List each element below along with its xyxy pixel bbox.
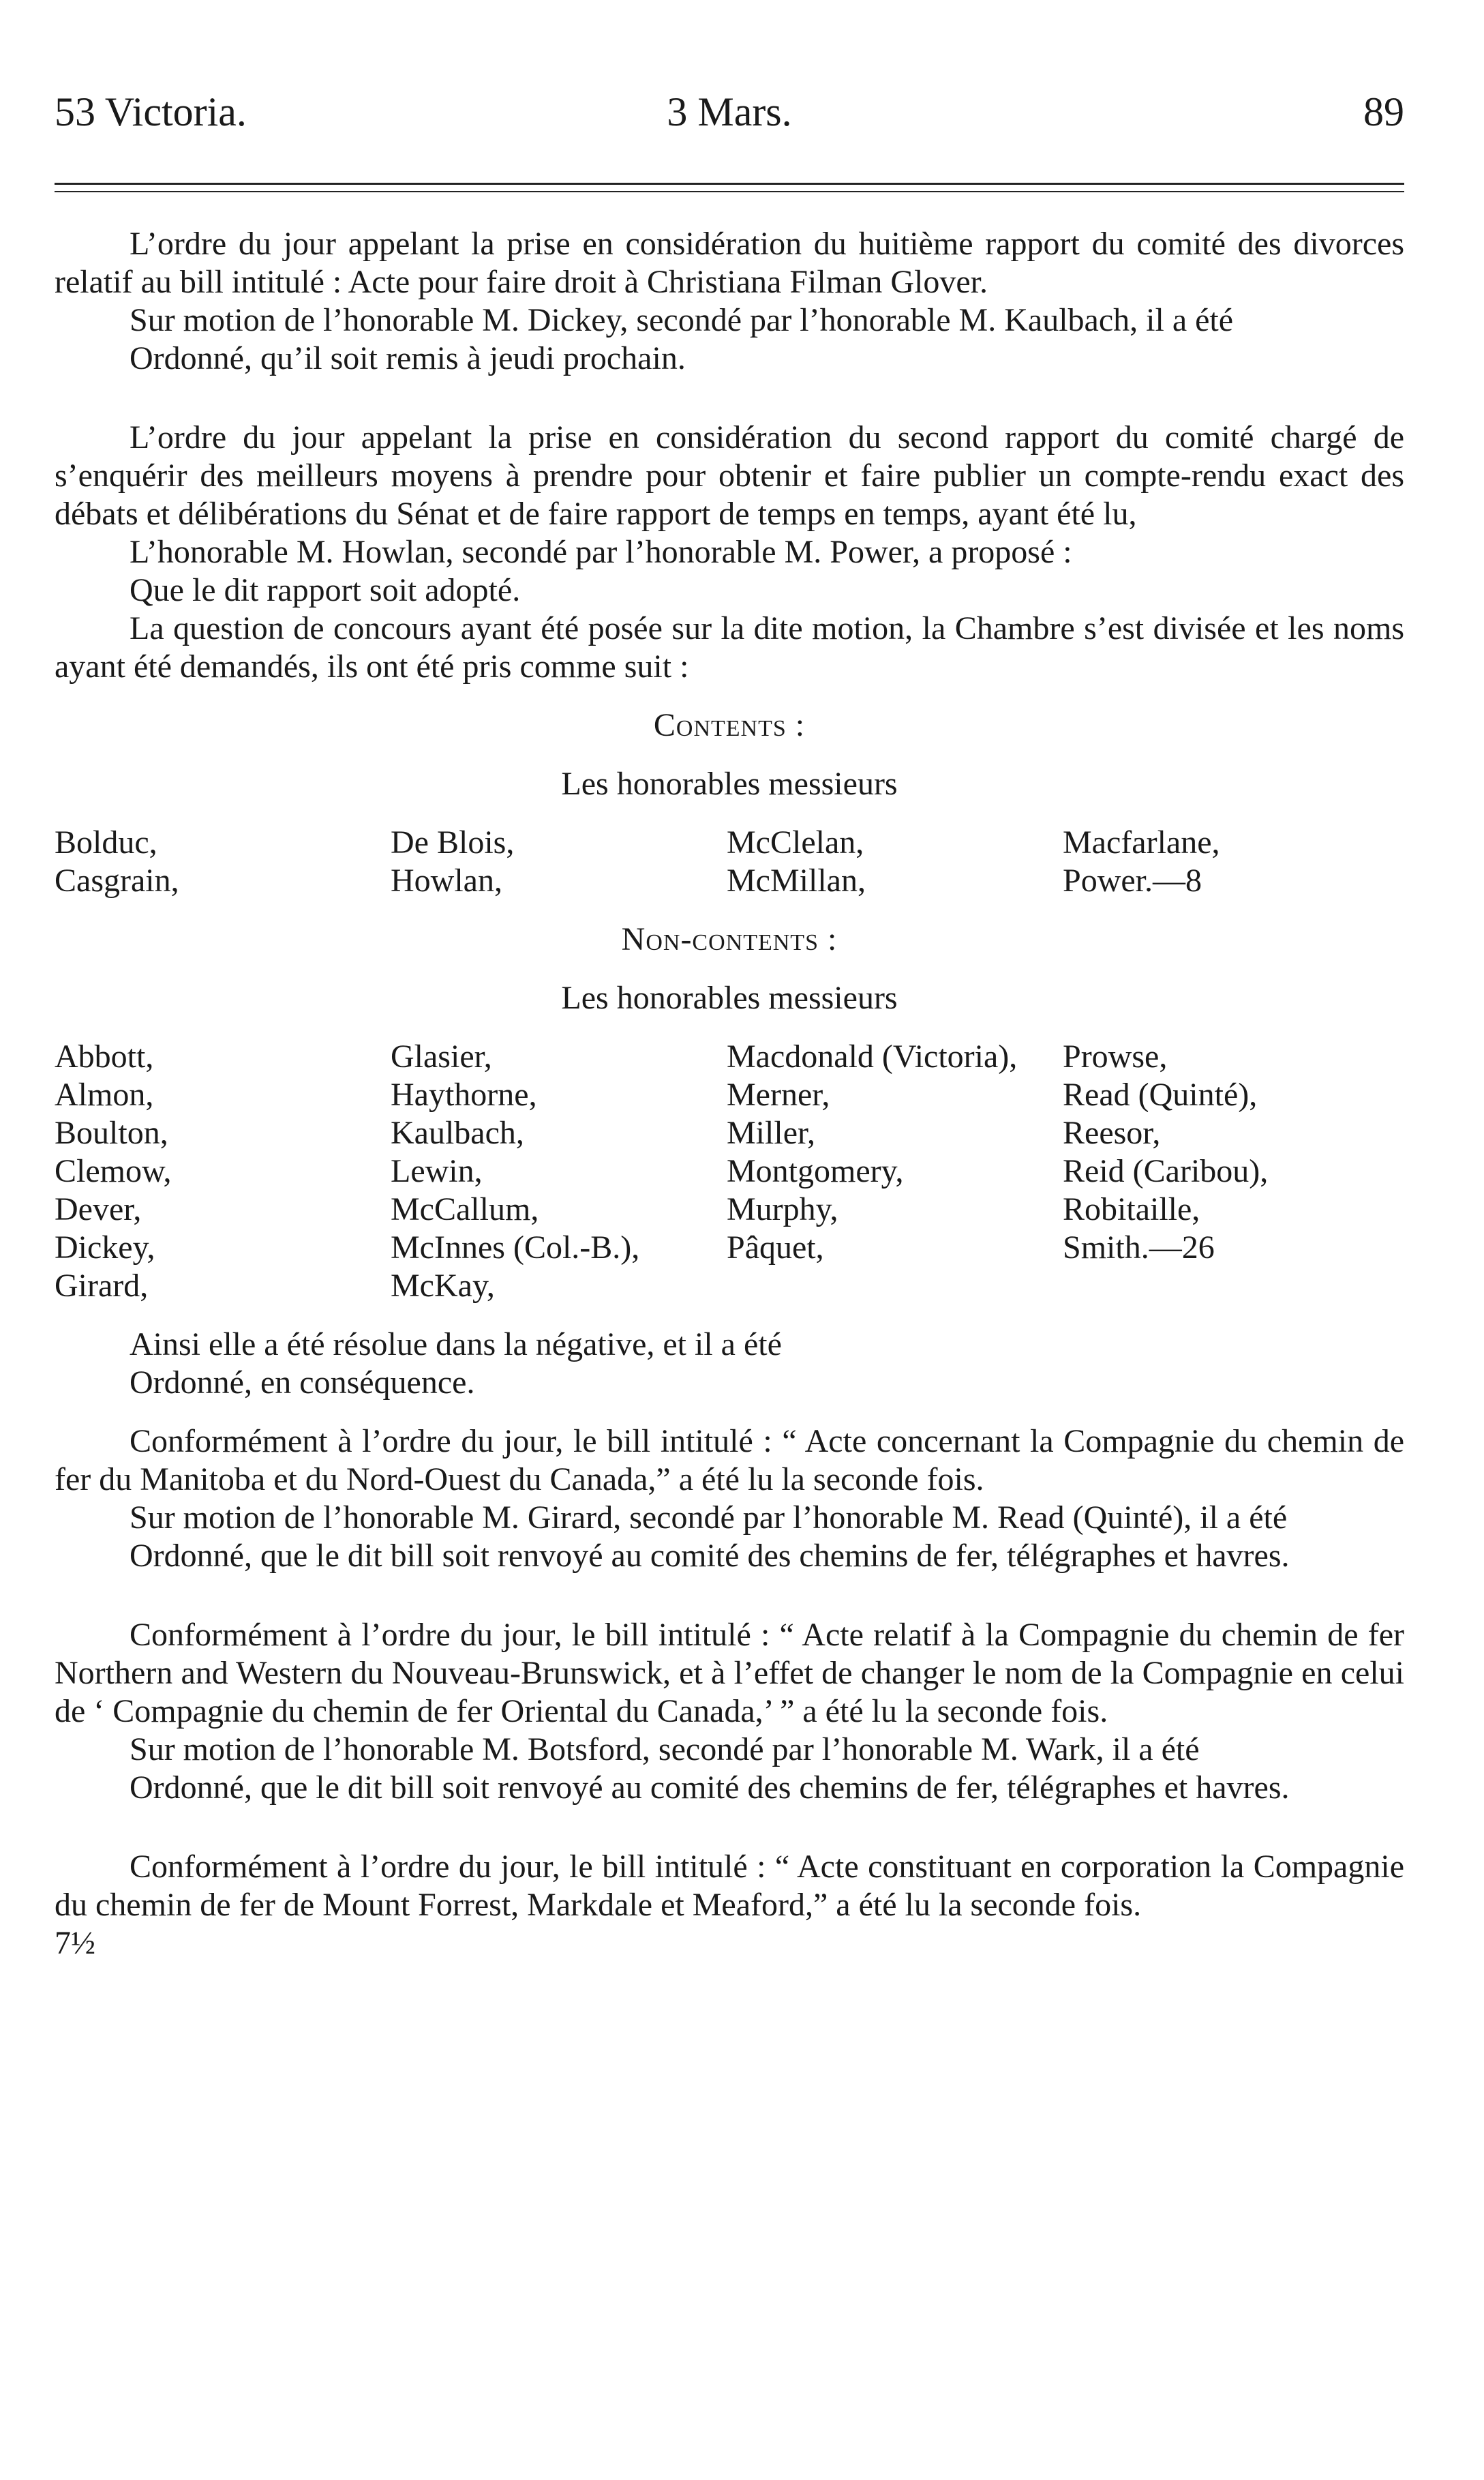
name-entry xyxy=(1063,1267,1399,1305)
spacer xyxy=(55,1017,1404,1038)
name-entry: Miller, xyxy=(727,1115,816,1151)
spacer xyxy=(55,1575,1404,1616)
spacer xyxy=(55,1402,1404,1422)
paragraph: La question de concours ayant été posée sur la dite motion, la Chambre s’est divisée et les noms ayant été demandés, ils ont été pris comme suit : xyxy=(55,610,1404,685)
name-entry: Merner, xyxy=(727,1077,830,1113)
paragraph: Conformément à l’ordre du jour, le bill intitulé : “ Acte relatif à la Compagnie du chemin de fer Northern and Western du Nouveau-Brunswick, et à l’effet de changer le nom de la Compagnie en celui de ‘ Compagnie du chemin de fer Oriental du Canada,’ ” a été lu la seconde fois. xyxy=(55,1617,1404,1729)
name-entry: Glasier, xyxy=(391,1039,492,1075)
name-entry: Macfarlane, xyxy=(1063,824,1220,861)
name-entry: Girard, xyxy=(55,1268,149,1304)
name-entry: Howlan, xyxy=(391,863,502,899)
spacer xyxy=(55,378,1404,419)
name-entry: De Blois, xyxy=(391,824,515,861)
name-entry: Robitaille, xyxy=(1063,1191,1200,1227)
name-entry: Macdonald (Victoria), xyxy=(727,1039,1018,1075)
journal-body xyxy=(55,225,1404,1962)
name-entry: Almon, xyxy=(55,1077,154,1113)
name-entry: Reesor, xyxy=(1063,1115,1161,1151)
name-entry: McKay, xyxy=(391,1268,495,1304)
paragraph: Ainsi elle a été résolue dans la négative, et il a été xyxy=(130,1326,782,1362)
name-entry: Bolduc, xyxy=(55,824,157,861)
spacer xyxy=(55,900,1404,921)
contents-subheading: Les honorables messieurs xyxy=(561,766,898,802)
paragraph: L’ordre du jour appelant la prise en considération du second rapport du comité chargé de s’enquérir des meilleurs moyens à prendre pour obtenir et faire publier un compte-rendu exact des débats et délibérations du Sénat et de faire rapport de temps en temps, ayant été lu, xyxy=(55,419,1404,532)
paragraph: L’honorable M. Howlan, secondé par l’honorable M. Power, a proposé : xyxy=(130,534,1072,570)
name-entry: Abbott, xyxy=(55,1039,154,1075)
paragraph: Sur motion de l’honorable M. Girard, secondé par l’honorable M. Read (Quinté), il a été xyxy=(130,1499,1288,1536)
name-entry: Power.—8 xyxy=(1063,863,1202,899)
non-contents-subheading: Les honorables messieurs xyxy=(561,980,898,1016)
header-rule-thick xyxy=(55,183,1404,185)
name-entry: McMillan, xyxy=(727,863,866,899)
name-entry: Kaulbach, xyxy=(391,1115,524,1151)
paragraph: Ordonné, que le dit bill soit renvoyé au comité des chemins de fer, télégraphes et havres. xyxy=(130,1769,1290,1806)
non-contents-heading: Non-contents : xyxy=(621,921,838,957)
name-entry xyxy=(727,1267,1063,1305)
paragraph: Sur motion de l’honorable M. Botsford, secondé par l’honorable M. Wark, il a été xyxy=(130,1731,1200,1767)
name-entry: Reid (Caribou), xyxy=(1063,1153,1269,1189)
name-entry: McInnes (Col.-B.), xyxy=(391,1229,640,1266)
spacer xyxy=(55,803,1404,824)
header-date: 3 Mars. xyxy=(667,89,792,134)
paragraph: L’ordre du jour appelant la prise en considération du huitième rapport du comité des divorces relatif au bill intitulé : Acte pour faire droit à Christiana Filman Glover. xyxy=(55,226,1404,300)
name-entry: Clemow, xyxy=(55,1153,172,1189)
name-entry: Lewin, xyxy=(391,1153,483,1189)
folio-signature: 7½ xyxy=(55,1925,95,1961)
name-entry: McCallum, xyxy=(391,1191,539,1227)
non-contents-names xyxy=(55,1038,1404,1305)
name-entry: Prowse, xyxy=(1063,1039,1168,1075)
paragraph: Conformément à l’ordre du jour, le bill intitulé : “ Acte concernant la Compagnie du chemin de fer du Manitoba et du Nord-Ouest du Canada,” a été lu la seconde fois. xyxy=(55,1423,1404,1497)
spacer xyxy=(55,745,1404,765)
spacer xyxy=(55,686,1404,706)
paragraph: Conformément à l’ordre du jour, le bill intitulé : “ Acte constituant en corporation la Compagnie du chemin de fer de Mount Forrest, Markdale et Meaford,” a été lu la seconde fois. xyxy=(55,1849,1404,1923)
running-header xyxy=(55,89,1404,143)
name-entry: Dickey, xyxy=(55,1229,155,1266)
page-number: 89 xyxy=(1363,89,1404,134)
contents-heading: Contents : xyxy=(653,707,806,743)
name-entry: Smith.—26 xyxy=(1063,1229,1215,1266)
paragraph: Que le dit rapport soit adopté. xyxy=(130,572,521,608)
contents-names xyxy=(55,824,1404,900)
name-entry: Boulton, xyxy=(55,1115,168,1151)
header-session: 53 Victoria. xyxy=(55,89,247,134)
spacer xyxy=(55,959,1404,979)
paragraph: Ordonné, en conséquence. xyxy=(130,1364,475,1401)
name-entry: Read (Quinté), xyxy=(1063,1077,1258,1113)
paragraph: Ordonné, que le dit bill soit renvoyé au comité des chemins de fer, télégraphes et havres. xyxy=(130,1538,1290,1574)
spacer xyxy=(55,1807,1404,1848)
paragraph: Ordonné, qu’il soit remis à jeudi prochain. xyxy=(130,340,686,376)
name-entry: Montgomery, xyxy=(727,1153,904,1189)
spacer xyxy=(55,1305,1404,1326)
name-entry: Dever, xyxy=(55,1191,142,1227)
name-entry: McClelan, xyxy=(727,824,864,861)
header-rule-thin xyxy=(55,191,1404,192)
name-entry: Murphy, xyxy=(727,1191,838,1227)
paragraph: Sur motion de l’honorable M. Dickey, secondé par l’honorable M. Kaulbach, il a été xyxy=(130,302,1234,338)
name-entry: Casgrain, xyxy=(55,863,179,899)
name-entry: Haythorne, xyxy=(391,1077,537,1113)
name-entry: Pâquet, xyxy=(727,1229,824,1266)
